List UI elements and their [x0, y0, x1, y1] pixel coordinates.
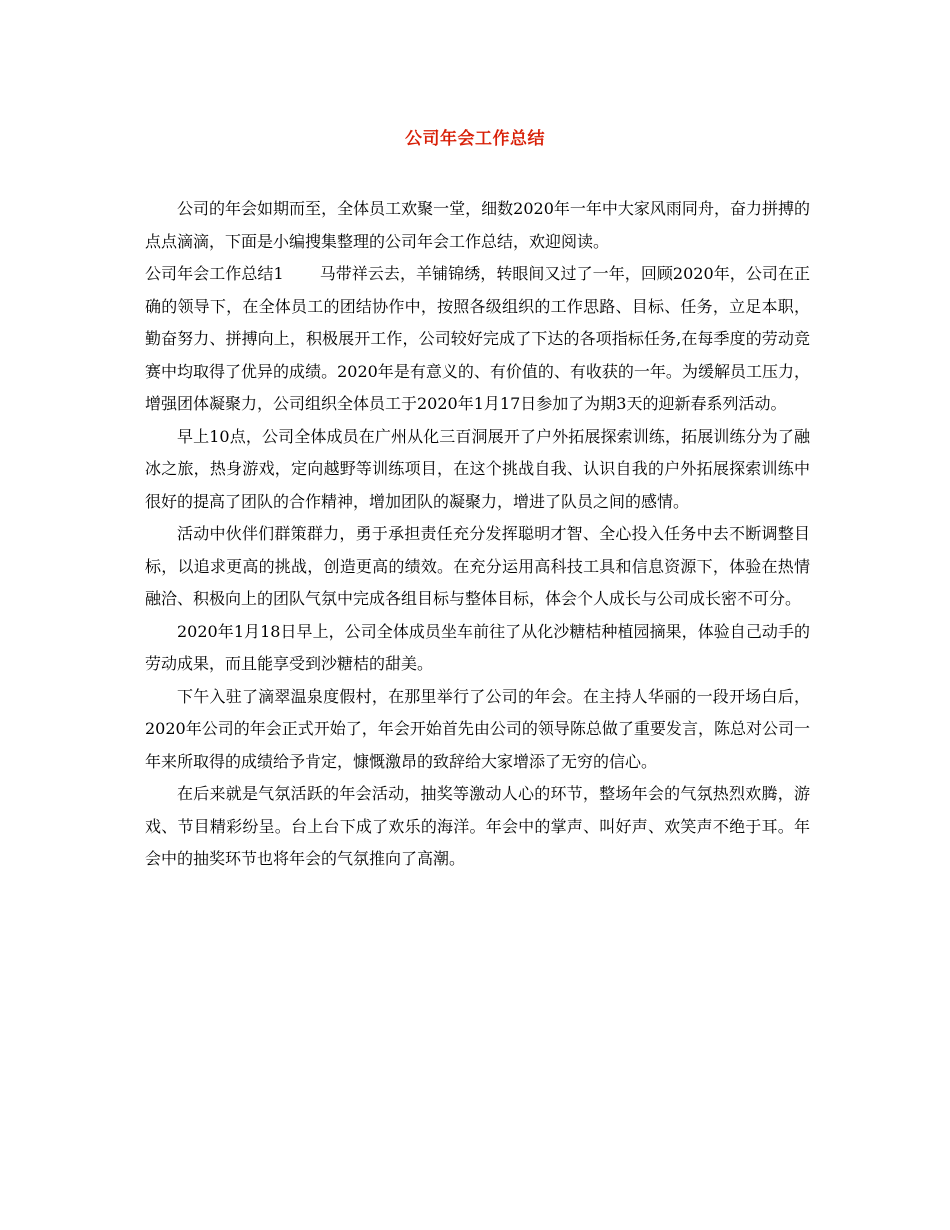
section-title: 公司年会工作总结1 — [145, 264, 284, 283]
document-body — [145, 193, 810, 876]
section-first-text: 马带祥云去，羊铺锦绣，转眼间又过了一年，回顾2020年，公司在正确的领导下，在全体员工的团结协作中，按照各级组织的工作思路、目标、任务，立足本职，勤奋努力、拼搏向上，积极展开工作，公司较好完成了下达的各项指标任务,在每季度的劳动竞赛中均取得了优异的成绩。2020年是有意义的、有价值的、有收获的一年。为缓解员工压力，增强团体凝聚力，公司组织全体员工于2020年1月17日参加了为期3天的迎新春系列活动。 — [145, 264, 810, 413]
body-paragraph: 早上10点，公司全体成员在广州从化三百洞展开了户外拓展探索训练，拓展训练分为了融冰之旅，热身游戏，定向越野等训练项目，在这个挑战自我、认识自我的户外拓展探索训练中很好的提高了团队的合作精神，增加团队的凝聚力，增进了队员之间的感情。 — [145, 426, 810, 511]
document-title: 公司年会工作总结 — [405, 129, 545, 149]
body-paragraph: 活动中伙伴们群策群力，勇于承担责任充分发挥聪明才智、全心投入任务中去不断调整目标，以追求更高的挑战，创造更高的绩效。在充分运用高科技工具和信息资源下，体验在热情融洽、积极向上的团队气氛中完成各组目标与整体目标，体会个人成长与公司成长密不可分。 — [145, 524, 810, 608]
body-paragraph: 下午入驻了滴翠温泉度假村，在那里举行了公司的年会。在主持人华丽的一段开场白后，2020年公司的年会正式开始了，年会开始首先由公司的领导陈总做了重要发言，陈总对公司一年来所取得的成绩给予肯定，慷慨激昂的致辞给大家增添了无穷的信心。 — [145, 686, 810, 771]
body-paragraph: 2020年1月18日早上，公司全体成员坐车前往了从化沙糖桔种植园摘果，体验自己动手的劳动成果，而且能享受到沙糖桔的甜美。 — [145, 621, 810, 673]
section-paragraph — [145, 258, 810, 421]
body-paragraph: 在后来就是气氛活跃的年会活动，抽奖等激动人心的环节，整场年会的气氛热烈欢腾，游戏、节目精彩纷呈。台上台下成了欢乐的海洋。年会中的掌声、叫好声、欢笑声不绝于耳。年会中的抽奖环节也将年会的气氛推向了高潮。 — [145, 784, 810, 868]
intro-paragraph: 公司的年会如期而至，全体员工欢聚一堂，细数2020年一年中大家风雨同舟，奋力拼搏的点点滴滴，下面是小编搜集整理的公司年会工作总结，欢迎阅读。 — [145, 199, 810, 251]
